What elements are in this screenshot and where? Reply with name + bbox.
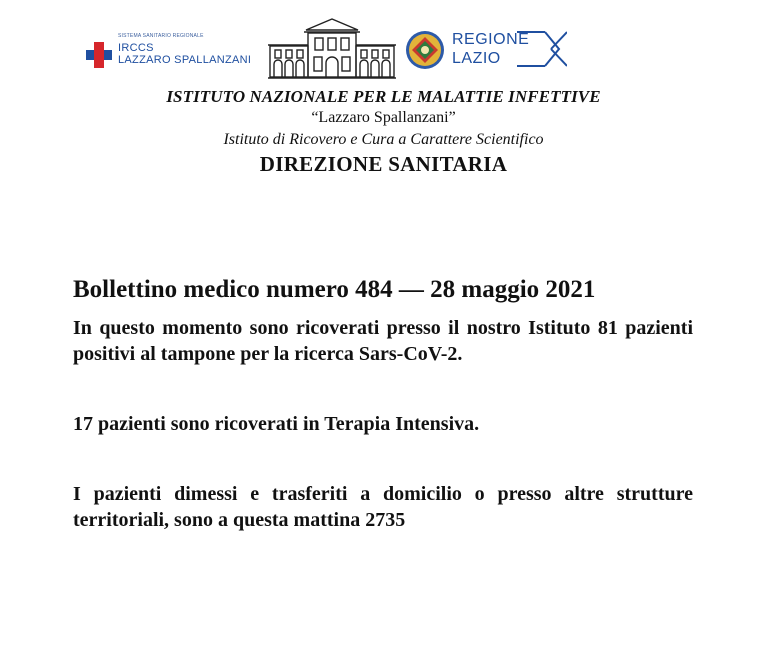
spallanzani-small-text: SISTEMA SANITARIO REGIONALE [118, 33, 204, 39]
medical-cross-icon [86, 42, 112, 68]
building-icon [268, 16, 396, 80]
bulletin-paragraph-discharged: I pazienti dimessi e trasferiti a domicilio o presso altre strutture territoriali, sono a questa mattina 2735 [73, 483, 693, 531]
institute-nickname: “Lazzaro Spallanzani” [311, 109, 456, 126]
regione-lazio-logo [405, 26, 575, 76]
regione-arrow-icon [517, 28, 567, 70]
direction-title: DIREZIONE SANITARIA [259, 152, 508, 176]
bulletin-body [73, 274, 693, 533]
logos-row [0, 16, 767, 86]
document-header [0, 86, 767, 178]
institute-name: ISTITUTO NAZIONALE PER LE MALATTIE INFETTIVE [166, 87, 601, 106]
spallanzani-line2: LAZZARO SPALLANZANI [118, 54, 252, 66]
regione-line2: LAZIO [452, 50, 501, 67]
regione-emblem-icon [405, 30, 445, 70]
spallanzani-line1: IRCCS [118, 42, 154, 54]
bulletin-paragraph-intensive-care: 17 pazienti sono ricoverati in Terapia Intensiva. [73, 413, 480, 435]
regione-line1: REGIONE [452, 31, 530, 48]
bulletin-paragraph-hospitalized: In questo momento sono ricoverati presso il nostro Istituto 81 pazienti positivi al tampone per la ricerca Sars-CoV-2. [73, 317, 693, 365]
spallanzani-logo [86, 34, 256, 68]
institute-type: Istituto di Ricovero e Cura a Carattere Scientifico [223, 131, 544, 148]
bulletin-title: Bollettino medico numero 484 — 28 maggio 2021 [73, 276, 596, 303]
